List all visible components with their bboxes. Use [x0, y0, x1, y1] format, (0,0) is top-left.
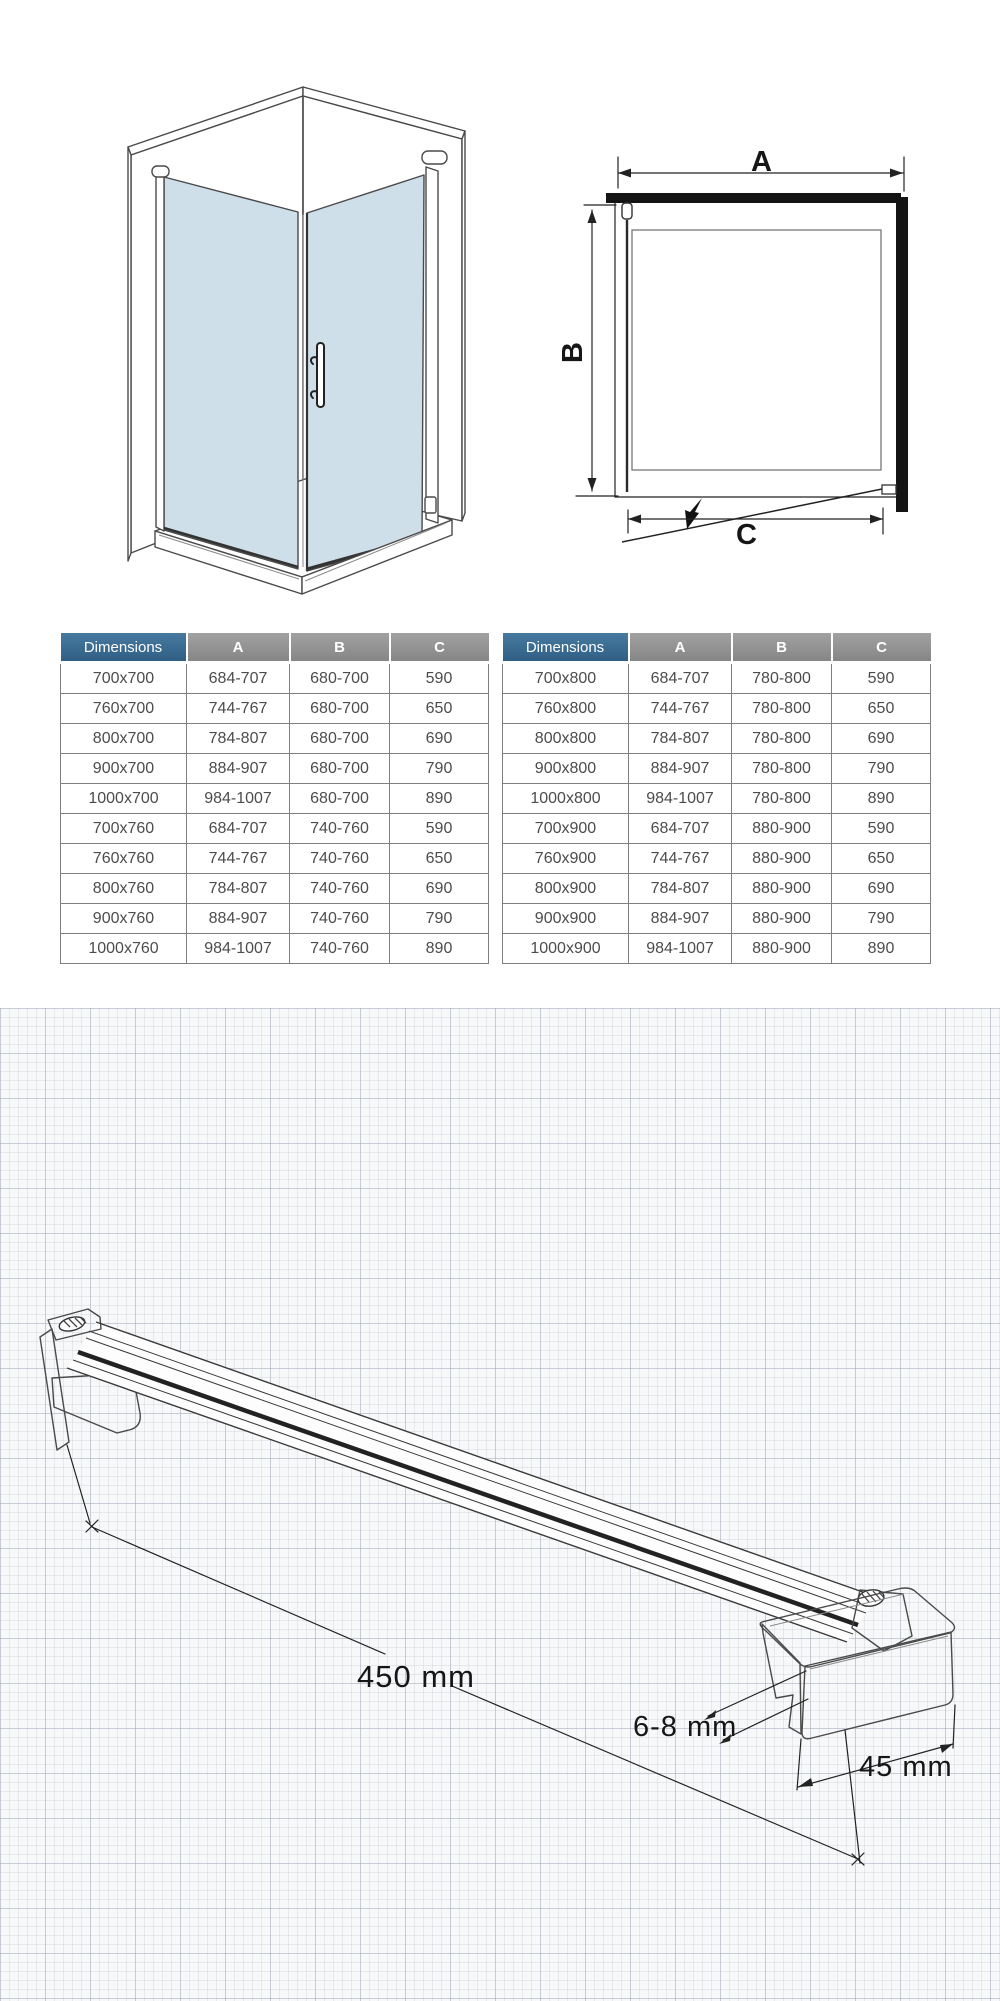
table-cell: 680-700: [290, 784, 390, 814]
table-cell: 740-760: [290, 844, 390, 874]
plan-right-wall: [896, 197, 908, 512]
right-post: [426, 167, 438, 523]
left-wall-outer-edge: [128, 147, 131, 561]
column-header: A: [629, 633, 732, 663]
table-cell: 590: [832, 663, 931, 694]
table-row: [503, 814, 931, 844]
table-cell: 684-707: [187, 663, 290, 694]
column-header: C: [832, 633, 931, 663]
table-cell: 890: [390, 784, 489, 814]
plan-label-b: B: [556, 342, 589, 363]
table-cell: 780-800: [732, 694, 832, 724]
table-cell: 690: [390, 874, 489, 904]
dim450-ext-left: [67, 1445, 90, 1523]
table-row: [61, 844, 489, 874]
table-cell: 760x800: [503, 694, 629, 724]
table-row: [503, 754, 931, 784]
table-cell: 790: [832, 754, 931, 784]
right-post-foot: [425, 497, 436, 513]
column-header: A: [187, 633, 290, 663]
table-cell: 690: [390, 724, 489, 754]
table-cell: 984-1007: [187, 784, 290, 814]
clamp-width-label: 45 mm: [859, 1751, 953, 1783]
table-cell: 900x700: [61, 754, 187, 784]
table-cell: 744-767: [629, 694, 732, 724]
table-cell: 680-700: [290, 663, 390, 694]
bar-top-edge: [96, 1322, 877, 1597]
table-row: [503, 934, 931, 964]
table-cell: 984-1007: [629, 934, 732, 964]
table-cell: 760x700: [61, 694, 187, 724]
bar-bottom-edge: [67, 1368, 847, 1642]
dimensions-table-right: [502, 633, 931, 964]
right-post-cap: [422, 151, 447, 164]
table-cell: 700x760: [61, 814, 187, 844]
table-cell: 680-700: [290, 754, 390, 784]
table-row: [503, 663, 931, 694]
table-cell: 680-700: [290, 694, 390, 724]
column-header: B: [290, 633, 390, 663]
table-row: [503, 904, 931, 934]
table-cell: 800x700: [61, 724, 187, 754]
table-cell: 880-900: [732, 904, 832, 934]
table-cell: 740-760: [290, 904, 390, 934]
table-cell: 800x760: [61, 874, 187, 904]
table-cell: 884-907: [629, 754, 732, 784]
column-header: C: [390, 633, 489, 663]
table-cell: 590: [390, 663, 489, 694]
bar-body: [67, 1322, 877, 1642]
table-cell: 650: [832, 694, 931, 724]
table-cell: 890: [832, 934, 931, 964]
table-cell: 590: [832, 814, 931, 844]
table-row: [61, 814, 489, 844]
plan-label-c: C: [736, 519, 757, 551]
table-cell: 740-760: [290, 814, 390, 844]
table-cell: 884-907: [187, 754, 290, 784]
left-post: [156, 175, 164, 531]
bar-screw-hole-left: [58, 1315, 86, 1334]
table-row: [503, 694, 931, 724]
table-cell: 784-807: [629, 874, 732, 904]
table-row: [61, 874, 489, 904]
table-row: [61, 663, 489, 694]
table-cell: 650: [832, 844, 931, 874]
table-row: [61, 784, 489, 814]
support-bar-diagram: [0, 1008, 1000, 2001]
dim450-line-1: [92, 1527, 385, 1654]
clamp-front-face: [802, 1632, 953, 1739]
dim-b-arrow-bottom: [588, 478, 597, 491]
left-post-cap: [152, 166, 169, 177]
table-cell: 684-707: [187, 814, 290, 844]
table-cell: 690: [832, 724, 931, 754]
table-cell: 780-800: [732, 724, 832, 754]
table-cell: 680-700: [290, 724, 390, 754]
graph-paper-section: [0, 1008, 1000, 2001]
table-cell: 1000x800: [503, 784, 629, 814]
glass-thickness-label: 6-8 mm: [633, 1711, 738, 1743]
bracket-plate: [40, 1329, 69, 1450]
table-cell: 984-1007: [629, 784, 732, 814]
table-cell: 790: [832, 904, 931, 934]
table-row: [503, 874, 931, 904]
table-cell: 790: [390, 754, 489, 784]
table-cell: 884-907: [187, 904, 290, 934]
dim450-ext-right: [845, 1730, 860, 1863]
table-cell: 900x800: [503, 754, 629, 784]
table-cell: 744-767: [187, 694, 290, 724]
table-cell: 650: [390, 694, 489, 724]
dim-b-arrow-top: [588, 210, 597, 223]
table-cell: 790: [390, 904, 489, 934]
table-cell: 884-907: [629, 904, 732, 934]
side-glass-panel: [164, 177, 298, 569]
dim-c-arrow-right: [870, 515, 883, 524]
table-cell: 740-760: [290, 874, 390, 904]
bar-line-2: [89, 1331, 869, 1606]
table-cell: 780-800: [732, 663, 832, 694]
table-cell: 800x900: [503, 874, 629, 904]
table-cell: 700x700: [61, 663, 187, 694]
plan-tray-outline: [632, 230, 881, 470]
dim-a-arrow-right: [890, 169, 903, 178]
table-cell: 590: [390, 814, 489, 844]
table-cell: 650: [390, 844, 489, 874]
table-cell: 784-807: [187, 724, 290, 754]
table-cell: 784-807: [187, 874, 290, 904]
table-cell: 744-767: [629, 844, 732, 874]
table-cell: 690: [832, 874, 931, 904]
table-cell: 880-900: [732, 814, 832, 844]
table-cell: 780-800: [732, 784, 832, 814]
table-row: [61, 754, 489, 784]
clamp-notch-side: [762, 1624, 801, 1734]
column-header: Dimensions: [61, 633, 187, 663]
table-cell: 760x900: [503, 844, 629, 874]
door-handle-icon: [317, 343, 324, 407]
plan-label-a: A: [751, 146, 772, 178]
table-cell: 700x900: [503, 814, 629, 844]
table-row: [61, 904, 489, 934]
table-row: [61, 694, 489, 724]
dimensions-table-left: [60, 633, 489, 964]
door-direction-arrow: [685, 498, 702, 529]
table-cell: 1000x760: [61, 934, 187, 964]
plan-latch: [882, 485, 896, 494]
table-row: [61, 934, 489, 964]
table-cell: 684-707: [629, 814, 732, 844]
table-cell: 900x900: [503, 904, 629, 934]
table-cell: 760x760: [61, 844, 187, 874]
table-cell: 744-767: [187, 844, 290, 874]
dim-a-arrow-left: [618, 169, 631, 178]
table-header-row: [61, 633, 489, 663]
clamp-front-inner-line: [810, 1636, 948, 1669]
column-header: B: [732, 633, 832, 663]
table-row: [503, 784, 931, 814]
table-row: [61, 724, 489, 754]
table-header-row: [503, 633, 931, 663]
dim-c-arrow-left: [628, 515, 641, 524]
table-cell: 984-1007: [187, 934, 290, 964]
dim45-ext-left: [797, 1739, 801, 1790]
table-row: [503, 724, 931, 754]
table-cell: 880-900: [732, 934, 832, 964]
table-cell: 780-800: [732, 754, 832, 784]
table-cell: 890: [390, 934, 489, 964]
plan-hinge-pin: [622, 203, 632, 219]
table-cell: 700x800: [503, 663, 629, 694]
table-cell: 880-900: [732, 874, 832, 904]
table-cell: 890: [832, 784, 931, 814]
table-cell: 740-760: [290, 934, 390, 964]
dim45-ext-right: [953, 1705, 955, 1748]
table-cell: 880-900: [732, 844, 832, 874]
isometric-enclosure-diagram: [88, 55, 478, 595]
bar-line-4: [73, 1360, 853, 1634]
table-cell: 684-707: [629, 663, 732, 694]
table-row: [503, 844, 931, 874]
table-cell: 784-807: [629, 724, 732, 754]
bar-length-label: 450 mm: [357, 1659, 475, 1694]
dim450-end-left: [86, 1520, 98, 1532]
bar-groove: [78, 1352, 858, 1625]
right-wall-outer-edge: [462, 131, 465, 521]
table-cell: 900x760: [61, 904, 187, 934]
bar-line-3: [86, 1338, 866, 1613]
table-cell: 1000x900: [503, 934, 629, 964]
plan-top-wall: [606, 193, 901, 203]
column-header: Dimensions: [503, 633, 629, 663]
dim45-arrow-left: [798, 1778, 813, 1787]
table-cell: 1000x700: [61, 784, 187, 814]
table-cell: 800x800: [503, 724, 629, 754]
dim450-end-right: [852, 1853, 864, 1865]
